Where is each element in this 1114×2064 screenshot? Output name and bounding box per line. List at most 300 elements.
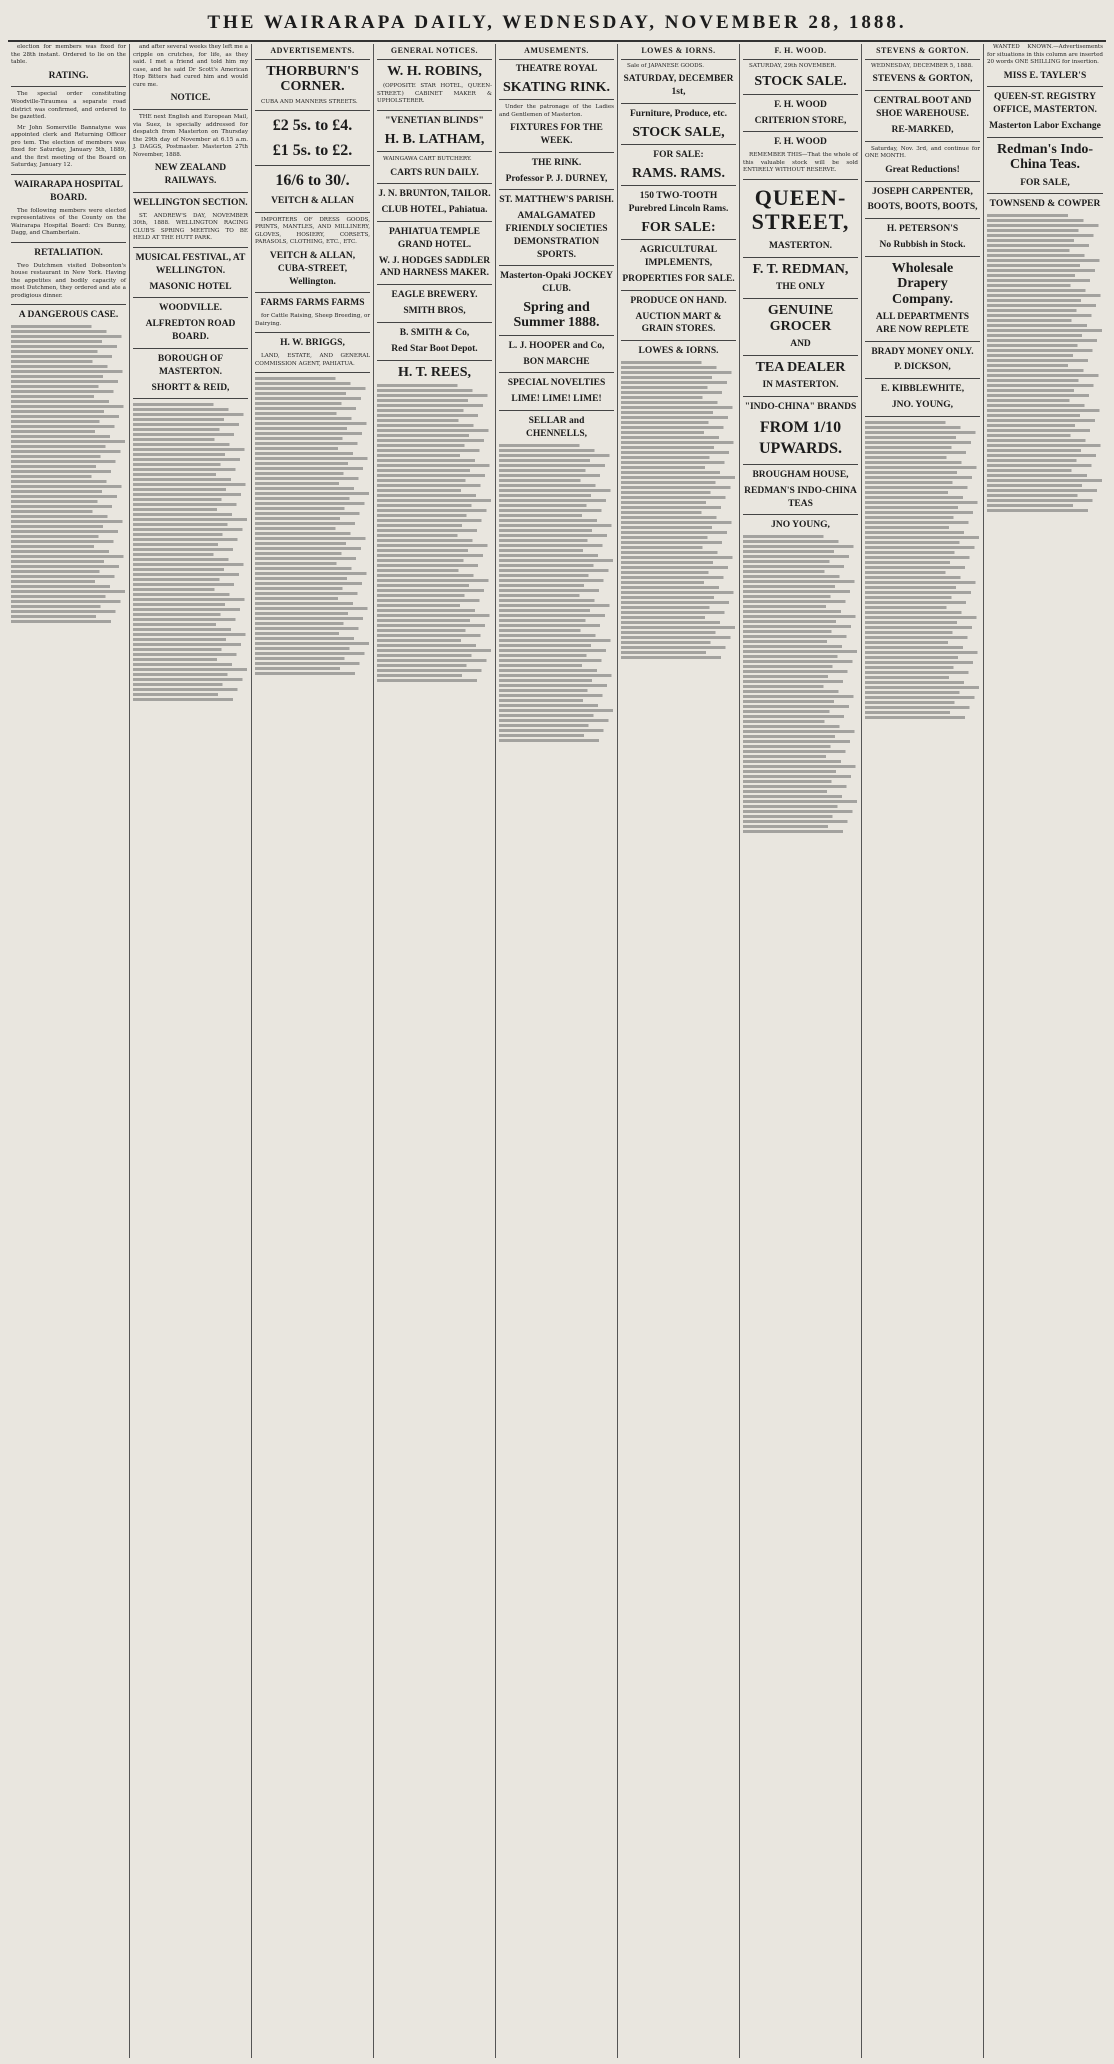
text-line [865,456,980,459]
text-line [133,418,248,421]
section-heading: "INDO-CHINA" BRANDS [744,402,857,412]
ad-title: SKATING RINK. [502,79,611,95]
text-line [255,657,370,660]
text-line [743,715,858,718]
text-line [743,595,858,598]
text-line [255,482,370,485]
divider-rule [621,144,736,145]
text-line [11,405,126,408]
text-line [133,568,248,571]
text-line [11,435,126,438]
text-line [255,472,370,475]
text-line [499,519,614,522]
text-line [987,399,1103,402]
section-heading: P. DICKSON, [894,362,951,373]
text-line [621,616,736,619]
text-line [499,634,614,637]
text-line [11,350,126,353]
ad-title: STOCK SALE, [632,124,725,140]
text-line [377,534,492,537]
text-line [133,578,248,581]
text-line [621,521,736,524]
divider-rule [621,239,736,240]
text-line [377,594,492,597]
text-line [133,478,248,481]
section-heading: RATING. [48,70,89,81]
ad-title: RAMS. RAMS. [632,165,725,181]
text-line [11,570,126,573]
text-line [377,469,492,472]
text-line [621,416,736,419]
text-line [377,614,492,617]
text-line [133,408,248,411]
body-text: IMPORTERS OF DRESS GOODS, PRINTS, MANTLES, AND MILLINERY, GLOVES, HOSIERY, CORSETS, PARASOLS, CLOTHING, ETC., ETC. [255,216,370,246]
text-line [743,830,858,833]
text-line [621,456,736,459]
text-line [987,234,1103,237]
text-line [743,645,858,648]
text-line [133,628,248,631]
text-line [987,394,1103,397]
section-heading: SMITH BROS, [403,306,466,317]
text-line [377,674,492,677]
text-line [133,673,248,676]
text-line [377,424,492,427]
text-line [133,638,248,641]
price-line: £1 5s. to £2. [272,141,353,159]
ad-title: THORBURN'S CORNER. [266,63,359,95]
text-line [499,704,614,707]
text-line [255,637,370,640]
text-line [11,415,126,418]
text-line [377,459,492,462]
text-line [377,489,492,492]
text-line [133,498,248,501]
section-heading: Masterton Labor Exchange [989,121,1101,132]
text-line [621,596,736,599]
divider-rule [499,152,614,153]
text-line [133,463,248,466]
text-line [865,631,980,634]
text-line [133,438,248,441]
ad-title: Wholesale Drapery Company. [891,260,954,307]
section-heading: Masterton-Opaki JOCKEY CLUB. [500,271,613,295]
text-line [11,520,126,523]
text-line [377,654,492,657]
text-line [377,504,492,507]
ad-title: H. T. REES, [397,364,471,380]
text-line [621,496,736,499]
text-line [133,543,248,546]
text-line [865,636,980,639]
ad-title: Spring and Summer 1888. [513,300,600,331]
text-line [743,760,858,763]
text-line [11,585,126,588]
text-line [377,499,492,502]
text-line [987,424,1103,427]
text-line [743,755,858,758]
text-line [987,334,1103,337]
text-line [743,585,858,588]
text-line [743,640,858,643]
text-line [987,489,1103,492]
text-line [133,653,248,656]
text-line [255,467,370,470]
divider-rule [865,341,980,342]
text-line [621,566,736,569]
text-line [11,375,126,378]
text-line [11,400,126,403]
body-text: WEDNESDAY, DECEMBER 5, 1888. [871,62,973,69]
text-line [621,626,736,629]
text-line [987,284,1103,287]
text-line [499,654,614,657]
divider-rule [499,335,614,336]
text-line [621,451,736,454]
text-line [133,693,248,696]
text-line [255,377,370,380]
divider-rule [621,103,736,104]
section-heading: LIME! LIME! LIME! [511,394,602,405]
text-line [621,576,736,579]
text-line [499,579,614,582]
text-line [987,244,1103,247]
text-line [377,444,492,447]
text-line [743,575,858,578]
text-line [255,607,370,610]
text-line [987,354,1103,357]
text-line [743,670,858,673]
text-line [987,474,1103,477]
divider-rule [255,332,370,333]
divider-rule [377,360,492,361]
text-line [865,426,980,429]
text-line [11,565,126,568]
text-line [743,600,858,603]
text-line [255,577,370,580]
column-3 [252,44,374,2058]
divider-rule [499,410,614,411]
text-line [865,716,980,719]
divider-rule [743,131,858,132]
text-line [11,410,126,413]
divider-rule [133,398,248,399]
text-line [987,429,1103,432]
ad-title: STOCK SALE. [754,74,847,90]
text-line [499,504,614,507]
section-heading: JNO YOUNG, [771,520,830,531]
text-line [743,775,858,778]
text-line [743,570,858,573]
text-line [255,632,370,635]
text-line [987,414,1103,417]
divider-rule [621,290,736,291]
text-line [377,599,492,602]
text-line [377,474,492,477]
text-line [743,810,858,813]
divider-rule [133,192,248,193]
body-text: REMEMBER THIS—That the whole of this valuable stock will be sold ENTIRELY WITHOUT RESERVE. [743,152,858,174]
column-1 [8,44,130,2058]
text-line [987,454,1103,457]
section-heading: BRADY MONEY ONLY. [871,346,974,357]
divider-rule [621,185,736,186]
text-line [743,710,858,713]
text-line [621,366,736,369]
text-line [987,329,1103,332]
divider-rule [743,396,858,397]
text-line [255,412,370,415]
text-line [255,547,370,550]
body-text: CUBA AND MANNERS STREETS. [261,98,358,105]
text-line [255,527,370,530]
text-line [255,617,370,620]
text-line [987,469,1103,472]
text-line [865,541,980,544]
section-heading: FOR SALE, [1020,177,1070,188]
text-line [743,565,858,568]
text-line [11,425,126,428]
text-line [133,548,248,551]
text-line [499,719,614,722]
section-heading: SELLAR and CHENNELLS, [526,416,587,439]
section-heading: J. N. BRUNTON, TAILOR. [378,189,491,200]
text-line [377,429,492,432]
text-line [11,575,126,578]
text-line [865,661,980,664]
body-text: Saturday, Nov. 3rd, and continue for ONE MONTH. [865,145,980,160]
section-heading: JNO. YOUNG, [891,399,954,410]
text-line [133,603,248,606]
text-line [11,545,126,548]
text-line [11,335,126,338]
text-line [743,780,858,783]
text-line [499,709,614,712]
text-line [11,560,126,563]
text-line [743,540,858,543]
text-line [11,325,126,328]
text-line [743,625,858,628]
text-line [499,534,614,537]
text-line [499,544,614,547]
text-line [255,407,370,410]
text-line [621,631,736,634]
text-line [377,414,492,417]
text-line [133,493,248,496]
text-line [865,641,980,644]
text-line [133,678,248,681]
divider-rule [377,110,492,111]
divider-rule [743,94,858,95]
text-line [377,464,492,467]
text-line [499,564,614,567]
text-line [377,399,492,402]
divider-rule [865,416,980,417]
text-line [133,608,248,611]
text-line [11,365,126,368]
ad-title: GENUINE GROCER [767,303,834,334]
text-line [865,586,980,589]
text-line [743,560,858,563]
text-line [133,488,248,491]
column-6 [618,44,740,2058]
section-heading: F. H. WOOD [774,99,827,110]
text-line [621,421,736,424]
text-line [865,501,980,504]
text-line [621,571,736,574]
column-heading: LOWES & IORNS. [621,44,736,60]
divider-rule [11,242,126,243]
section-heading: THE ONLY [775,282,825,293]
section-heading: REDMAN'S INDO-CHINA TEAS [744,485,857,509]
body-text: LAND, ESTATE, AND GENERAL COMMISSION AGENT, PAHIATUA. [255,353,370,367]
text-line [987,369,1103,372]
text-line [255,417,370,420]
divider-rule [377,151,492,152]
divider-rule [11,86,126,87]
text-line [499,449,614,452]
text-line [133,683,248,686]
text-line [255,492,370,495]
text-line [865,626,980,629]
text-line [987,509,1103,512]
section-heading: MUSICAL FESTIVAL, AT WELLINGTON. [135,253,246,276]
column-9 [984,44,1106,2058]
text-line [499,549,614,552]
text-line [377,404,492,407]
text-line [987,364,1103,367]
text-line [743,545,858,548]
text-line [987,504,1103,507]
body-text: Mr John Somerville Bannatyne was appointed clerk and Returning Officer pro tem. The election of members was fixed for Saturday, January 5th, 1889, and the first meeting of the Board on Saturday, January 12. [11,124,126,169]
divider-rule [865,256,980,257]
text-line [11,380,126,383]
text-line [11,480,126,483]
text-line [621,406,736,409]
text-line [255,452,370,455]
divider-rule [865,181,980,182]
text-line [11,555,126,558]
divider-rule [743,514,858,515]
text-line [11,500,126,503]
text-line [377,669,492,672]
text-line [499,589,614,592]
text-line [987,239,1103,242]
text-line [499,624,614,627]
text-line [865,686,980,689]
text-line [11,420,126,423]
text-line [865,476,980,479]
text-line [987,214,1103,217]
divider-rule [499,189,614,190]
text-line [255,402,370,405]
text-line [865,421,980,424]
text-line [499,649,614,652]
text-line [987,409,1103,412]
text-line [987,464,1103,467]
text-line [865,521,980,524]
text-line [621,656,736,659]
text-line [621,481,736,484]
text-line [255,622,370,625]
text-line [987,259,1103,262]
text-line [865,556,980,559]
text-line [133,688,248,691]
section-heading: THE RINK. [531,157,582,168]
text-line [865,561,980,564]
text-line [743,800,858,803]
body-text: WANTED KNOWN.—Advertisements for situations in this column are inserted 20 words ONE SHILLING for insertion. [987,44,1103,66]
masthead [0,6,1114,40]
section-heading: SATURDAY, DECEMBER 1st, [623,74,734,98]
divider-rule [11,304,126,305]
text-line [743,740,858,743]
text-line [11,505,126,508]
text-line [743,825,858,828]
text-line [621,636,736,639]
text-line [377,544,492,547]
section-heading: SHORTT & REID, [151,382,230,393]
text-line [133,403,248,406]
text-line [621,396,736,399]
text-line [133,443,248,446]
text-line [377,389,492,392]
text-line [499,729,614,732]
text-line [133,413,248,416]
text-line [865,696,980,699]
text-line [743,675,858,678]
text-line [255,552,370,555]
text-line [865,606,980,609]
text-line [133,658,248,661]
text-line [499,494,614,497]
text-line [987,254,1103,257]
text-line [133,618,248,621]
text-line [621,431,736,434]
text-line [987,374,1103,377]
text-line [621,441,736,444]
masthead-title: THE WAIRARAPA DAILY, WEDNESDAY, NOVEMBER 28, 1888. [207,12,907,33]
text-line [743,550,858,553]
text-line [255,422,370,425]
text-line [11,610,126,613]
text-line [987,444,1103,447]
text-line [621,556,736,559]
text-line [11,445,126,448]
text-line [987,404,1103,407]
divider-rule [865,218,980,219]
text-line [11,390,126,393]
text-line [621,606,736,609]
text-line [865,471,980,474]
section-heading: H. PETERSON'S [886,224,959,235]
text-line [377,664,492,667]
text-line [621,531,736,534]
section-heading: ALFREDTON ROAD BOARD. [145,319,236,343]
text-line [377,679,492,682]
text-line [377,539,492,542]
text-line [133,428,248,431]
text-line [743,690,858,693]
section-heading: Great Reductions! [885,164,960,175]
text-line [987,309,1103,312]
section-heading: E. KIBBLEWHITE, [880,384,965,395]
text-line [255,392,370,395]
divider-rule [743,179,858,180]
text-line [865,621,980,624]
text-line [377,514,492,517]
text-line [499,644,614,647]
